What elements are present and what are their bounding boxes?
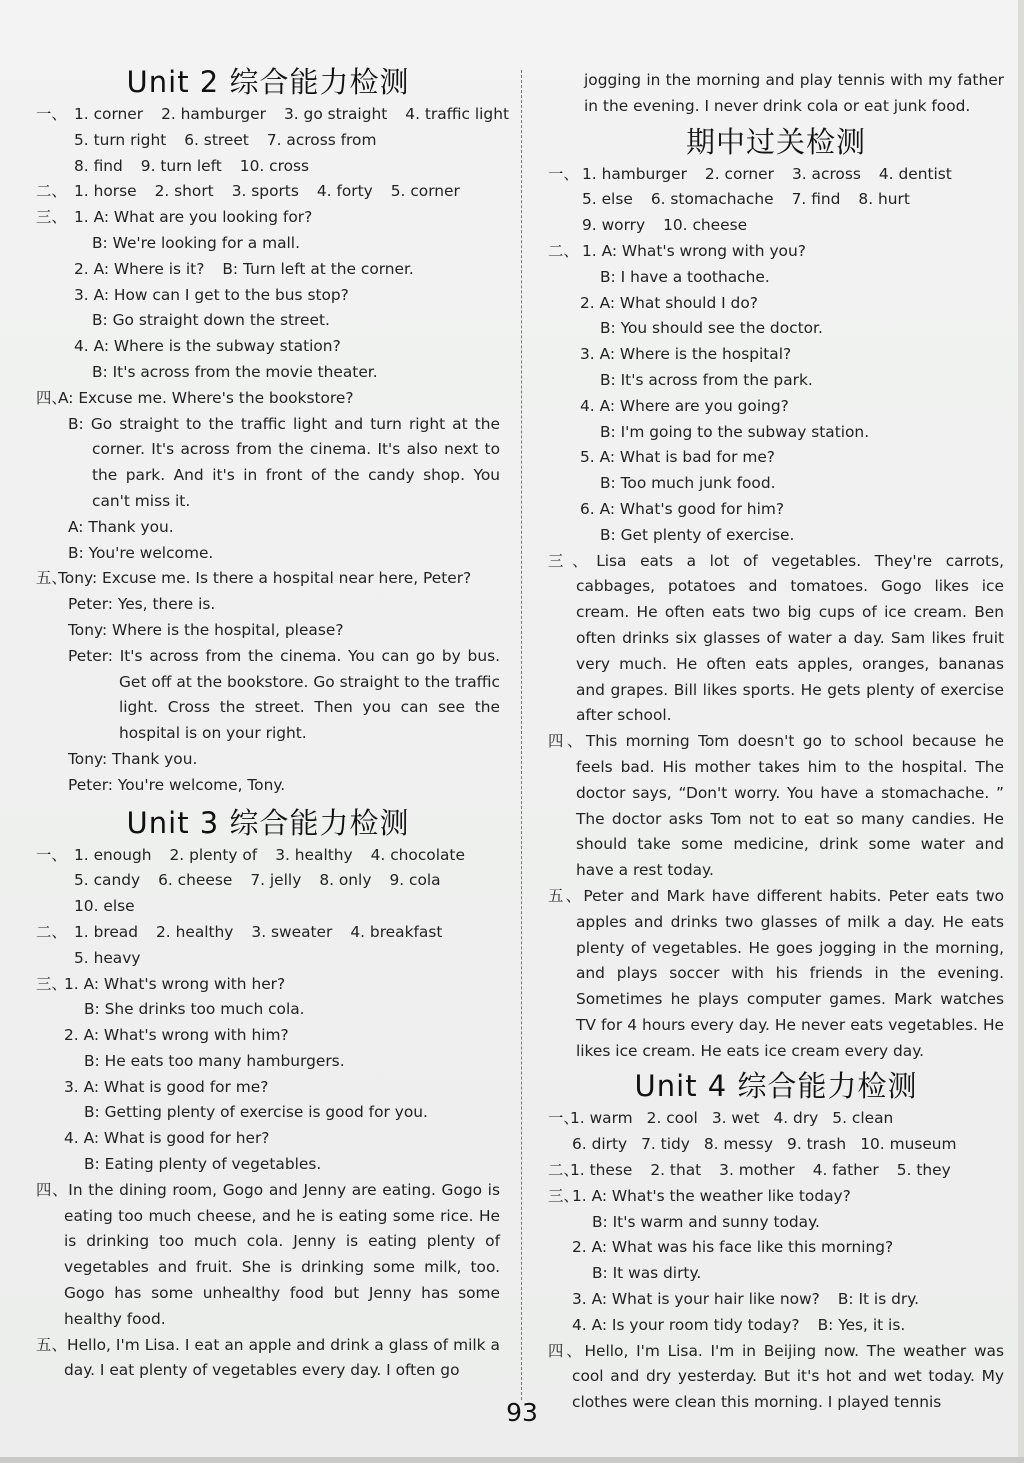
u4-s3-line: 2. A: What was his face like this morning? — [572, 1238, 894, 1257]
dialog-line: 3. A: What is your hair like now? — [572, 1290, 820, 1309]
mid-s5-paragraph — [548, 884, 1004, 1065]
u2-s3-line: 4. A: Where is the subway station? — [74, 337, 341, 356]
u4-s1-row1 — [548, 1106, 1004, 1132]
u2-s1-label: 一、 — [36, 105, 67, 123]
answer-item: 3. sweater — [251, 922, 333, 941]
u3-s2-row1 — [36, 920, 500, 946]
answer-item: 4. chocolate — [370, 845, 465, 864]
u2-s3-line: 3. A: How can I get to the bus stop? — [74, 285, 349, 304]
mid-s2-line: B: I'm going to the subway station. — [600, 422, 870, 441]
dialog-line: 1. A: What's the weather like today? — [572, 1186, 851, 1205]
mid-s2-line — [548, 239, 1004, 265]
mid-s4-label: 四、 — [548, 732, 586, 751]
mid-s1-row1 — [548, 162, 1004, 188]
answer-item: 1. horse — [74, 182, 137, 201]
u3-s1-label: 一、 — [36, 845, 67, 864]
u3-s3-line: 4. A: What is good for her? — [64, 1129, 270, 1148]
u2-s5-label: 五、 — [36, 569, 67, 588]
answer-item: 10. else — [74, 897, 135, 916]
mid-s3-text: Lisa eats a lot of vegetables. They're carrots, cabbages, potatoes and tomatoes. Gogo likes ice cream. He often eats two big cups of ice cream. Ben often drinks six glasses of water a day. Sam likes fruit very much. He often eats apples, oranges, bananas and grapes. Bill likes sports. He gets plenty of exercise after school. — [576, 551, 1004, 725]
unit4-title: Unit 4 综合能力检测 — [634, 1069, 918, 1104]
page-edge-shadow — [1018, 0, 1024, 1463]
u3-s2-label: 二、 — [36, 922, 67, 941]
answer-item: 3. sports — [231, 182, 299, 201]
u2-s5-line: Peter: Yes, there is. — [68, 595, 216, 614]
u2-s5-line: Tony: Where is the hospital, please? — [68, 620, 344, 639]
u4-s2-row1 — [548, 1158, 1004, 1184]
u3-s3-line: B: Getting plenty of exercise is good for you. — [84, 1103, 428, 1122]
answer-item: 5. heavy — [74, 948, 141, 967]
answer-item: 9. worry — [582, 216, 646, 235]
mid-s1-label: 一、 — [548, 164, 579, 183]
answer-item: 10. cheese — [663, 216, 748, 235]
u4-s4-label: 四、 — [548, 1341, 585, 1360]
mid-s2-line: B: You should see the doctor. — [600, 319, 823, 338]
dialog-line: 1. A: What are you looking for? — [74, 208, 313, 227]
dialog-line: A: Excuse me. Where's the bookstore? — [58, 388, 354, 407]
answer-item: 1. corner — [74, 105, 144, 123]
u2-s3-label: 三、 — [36, 208, 67, 227]
u4-s4-paragraph — [548, 1339, 1004, 1416]
mid-s3-label: 三、 — [548, 551, 597, 570]
u4-s1-label: 一、 — [548, 1109, 579, 1128]
answer-item: 2. short — [154, 182, 214, 201]
answer-item: 8. only — [319, 871, 372, 890]
mid-s5-text: Peter and Mark have different habits. Peter eats two apples and drinks two glasses of milk a day. He eats plenty of vegetables. He goes jogging in the morning, and plays soccer with his friends in the evening. Sometimes he plays computer games. Mark watches TV for 4 hours every day. He never eats vegetables. He likes ice cream. He eats ice cream every day. — [576, 886, 1004, 1060]
left-column — [36, 62, 509, 1384]
mid-s5-label: 五、 — [548, 886, 584, 905]
answer-item: 5. candy — [74, 871, 141, 890]
answer-item: 4. father — [812, 1161, 879, 1180]
u3-s4-label: 四、 — [36, 1180, 69, 1199]
answer-item: 7. jelly — [250, 871, 302, 890]
u3-s5-paragraph — [36, 1333, 500, 1385]
answer-item: 3. wet — [711, 1109, 760, 1128]
answer-item: 9. turn left — [140, 156, 222, 175]
answer-item: 2. hamburger — [161, 105, 266, 123]
answer-item: 9. trash — [787, 1135, 847, 1154]
u3-s3-line — [36, 972, 500, 998]
page-number: 93 — [506, 1398, 538, 1427]
mid-s4-paragraph — [548, 729, 1004, 884]
answer-item: 7. across from — [266, 130, 377, 149]
u2-s5-paragraph: Peter: It's across from the cinema. You can go by bus. Get off at the bookstore. Go straight to the traffic light. Cross the street. Then you can see the hospital is on your right. — [68, 646, 500, 743]
u3-s3-line: B: Eating plenty of vegetables. — [84, 1155, 322, 1174]
answer-item: 5. else — [582, 190, 633, 209]
answer-item: 1. these — [570, 1161, 633, 1180]
u3-s3-line: B: He eats too many hamburgers. — [84, 1051, 345, 1070]
answer-item: 1. warm — [570, 1109, 633, 1128]
mid-s2-line: 4. A: Where are you going? — [580, 396, 789, 415]
answer-item: 6. cheese — [158, 871, 233, 890]
u4-s3-line — [548, 1184, 1004, 1210]
answer-item: 5. turn right — [74, 130, 167, 149]
page-bottom-edge — [0, 1457, 1024, 1463]
u3-s4-text: In the dining room, Gogo and Jenny are eating. Gogo is eating too much cheese, and he is eating some rice. He is drinking too much cola. Jenny is eating plenty of vegetables and fruit. She is drinking some milk, too. Gogo has some unhealthy food but Jenny has some healthy food. — [64, 1180, 500, 1328]
answer-item: 9. cola — [389, 871, 441, 890]
answer-item: 8. messy — [703, 1135, 774, 1154]
u4-s4-text: Hello, I'm Lisa. I'm in Beijing now. The weather was cool and dry yesterday. But it's hot and wet today. My clothes were clean this morning. I played tennis — [572, 1341, 1004, 1412]
u2-s4-label: 四、 — [36, 388, 67, 407]
u2-s4-line: A: Thank you. — [68, 517, 174, 536]
answer-item: 3. healthy — [275, 845, 353, 864]
answer-item: 5. they — [896, 1161, 951, 1180]
u4-s3-line: B: It's warm and sunny today. — [592, 1212, 820, 1231]
u3-s5-text: Hello, I'm Lisa. I eat an apple and drink a glass of milk a day. I eat plenty of vegetables every day. I often go — [64, 1335, 500, 1380]
mid-s2-line: B: I have a toothache. — [600, 267, 770, 286]
u4-s3-label: 三、 — [548, 1186, 579, 1205]
dialog-line: B: Turn left at the corner. — [222, 259, 414, 278]
mid-s1-row3 — [548, 213, 1004, 239]
dialog-line: B: It is dry. — [837, 1290, 920, 1309]
u2-s3-line: B: It's across from the movie theater. — [92, 362, 378, 381]
dialog-line: B: Yes, it is. — [817, 1315, 906, 1334]
mid-s2-line: B: Too much junk food. — [600, 474, 776, 493]
answer-item: 6. street — [184, 130, 249, 149]
u3-s4-paragraph — [36, 1178, 500, 1333]
mid-s2-label: 二、 — [548, 241, 579, 260]
answer-item: 3. mother — [719, 1161, 795, 1180]
mid-s2-line: 2. A: What should I do? — [580, 293, 758, 312]
u3-s3-line: B: She drinks too much cola. — [84, 1000, 305, 1019]
dialog-line: Tony: Excuse me. Is there a hospital near here, Peter? — [58, 569, 472, 588]
u4-s3-line: B: It was dirty. — [592, 1264, 702, 1283]
u2-s2-row1 — [36, 179, 500, 205]
u2-s4-paragraph: B: Go straight to the traffic light and turn right at the corner. It's across from the cinema. It's also next to the park. And it's in front of the candy shop. You can't miss it. — [68, 414, 500, 510]
u3-s1-row2 — [36, 868, 500, 894]
dialog-line: 1. A: What's wrong with her? — [64, 974, 286, 993]
answer-item: 1. hamburger — [582, 164, 687, 183]
u4-s2-label: 二、 — [548, 1161, 579, 1180]
mid-s2-line: B: Get plenty of exercise. — [600, 525, 795, 544]
u3-s5-label: 五、 — [36, 1335, 68, 1354]
u2-s3-line — [36, 257, 500, 283]
u3-s3-line: 3. A: What is good for me? — [64, 1077, 269, 1096]
answer-item: 4. dentist — [878, 164, 952, 183]
u3-s2-row2 — [36, 946, 500, 972]
dialog-line: 1. A: What's wrong with you? — [582, 241, 806, 260]
continued-paragraph: jogging in the morning and play tennis with my father in the evening. I never drink cola or eat junk food. — [584, 71, 1004, 115]
answer-item: 6. stomachache — [650, 190, 774, 209]
midterm-title: 期中过关检测 — [685, 124, 866, 159]
answer-item: 7. tidy — [641, 1135, 690, 1154]
mid-s2-line: B: It's across from the park. — [600, 370, 813, 389]
right-column — [548, 68, 1004, 1416]
answer-item: 2. plenty of — [169, 845, 258, 864]
answer-item: 6. dirty — [572, 1135, 628, 1154]
u2-s4-line: B: You're welcome. — [68, 543, 214, 562]
u3-s1-row1 — [36, 843, 500, 869]
answer-item: 1. enough — [74, 845, 152, 864]
unit2-title: Unit 2 综合能力检测 — [126, 65, 410, 99]
answer-item: 10. cross — [239, 156, 310, 175]
answer-item: 5. corner — [390, 182, 460, 201]
answer-item: 4. breakfast — [350, 922, 443, 941]
answer-item: 3. go straight — [283, 105, 388, 123]
u2-s1-row2 — [36, 128, 500, 154]
answer-item: 1. bread — [74, 922, 139, 941]
u2-s5-line: Tony: Thank you. — [68, 749, 198, 768]
answer-item: 4. dry — [773, 1109, 819, 1128]
answer-item: 2. healthy — [156, 922, 234, 941]
u4-s3-line — [548, 1313, 1004, 1339]
u2-s1-row1 — [36, 102, 509, 128]
column-divider — [521, 70, 522, 1400]
dialog-line: 4. A: Is your room tidy today? — [572, 1315, 800, 1334]
u3-s3-label: 三、 — [36, 974, 67, 993]
u2-s3-line: B: Go straight down the street. — [92, 311, 330, 330]
mid-s2-line: 3. A: Where is the hospital? — [580, 345, 792, 364]
mid-s4-text: This morning Tom doesn't go to school because he feels bad. His mother takes him to the hospital. The doctor says, “Don't worry. You have a stomachache. ” The doctor asks Tom not to eat so many candies. He should take some medicine, drink some water and have a rest today. — [576, 732, 1004, 880]
mid-s1-row2 — [548, 187, 1004, 213]
answer-item: 10. museum — [860, 1135, 957, 1154]
u2-s3-line — [36, 205, 500, 231]
mid-s3-paragraph — [548, 549, 1004, 730]
u2-s2-label: 二、 — [36, 182, 67, 201]
dialog-line: 2. A: Where is it? — [74, 259, 205, 278]
mid-s2-line: 6. A: What's good for him? — [580, 499, 785, 518]
answer-item: 5. clean — [832, 1109, 894, 1128]
u4-s1-row2 — [548, 1132, 1004, 1158]
u3-s1-row3 — [36, 894, 500, 920]
answer-item: 4. traffic light — [405, 105, 509, 123]
u2-s5-line: Peter: You're welcome, Tony. — [68, 775, 286, 794]
u2-s3-line: B: We're looking for a mall. — [92, 233, 300, 252]
answer-item: 7. find — [791, 190, 841, 209]
answer-item: 2. cool — [646, 1109, 698, 1128]
u2-s4-line — [36, 386, 500, 412]
u2-s5-line — [36, 566, 500, 592]
u3-s3-line: 2. A: What's wrong with him? — [64, 1026, 289, 1045]
u4-s3-line — [548, 1287, 1004, 1313]
answer-item: 3. across — [791, 164, 861, 183]
answer-item: 4. forty — [316, 182, 373, 201]
mid-s2-line: 5. A: What is bad for me? — [580, 448, 775, 467]
answer-item: 8. hurt — [858, 190, 910, 209]
answer-item: 2. that — [650, 1161, 702, 1180]
u2-s1-row3 — [36, 154, 500, 180]
answer-item: 2. corner — [704, 164, 774, 183]
unit3-title: Unit 3 综合能力检测 — [126, 805, 410, 840]
answer-item: 8. find — [74, 156, 123, 175]
